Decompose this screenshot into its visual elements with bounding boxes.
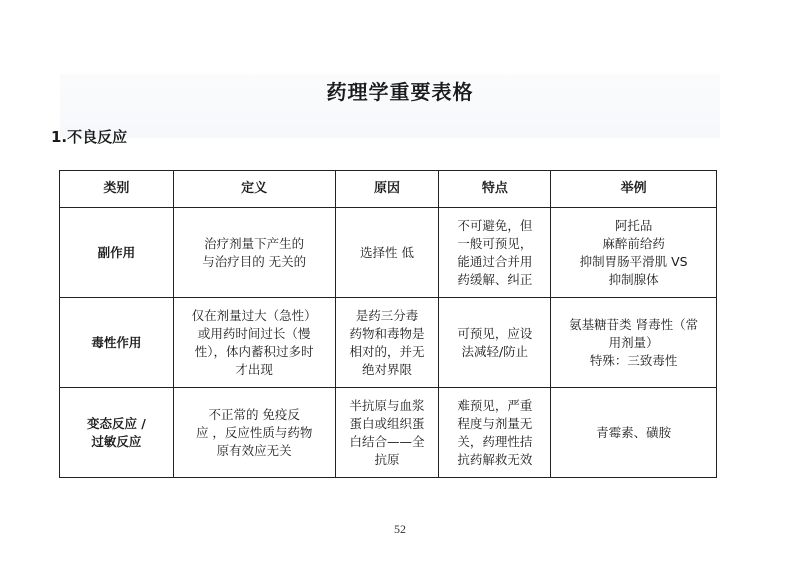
- cell-cause: [335, 208, 439, 298]
- cell-definition: [173, 298, 335, 388]
- header-definition: 定义: [173, 171, 335, 208]
- cell-example: [551, 298, 717, 388]
- table-header-row: [60, 171, 717, 208]
- cell-feature: [439, 298, 551, 388]
- cell-text-line: 抗原: [374, 451, 400, 467]
- cell-text-line: 性），体内蓄积过多时: [194, 343, 314, 359]
- cell-text-line: 一般可预见，: [457, 235, 533, 251]
- cell-text-line: 程度与剂量无: [457, 415, 533, 431]
- cell-text-line: 才出现: [235, 361, 273, 377]
- page-number: 52: [394, 522, 406, 536]
- cell-text-line: 过敏反应: [91, 433, 142, 449]
- cell-text-line: 可预见，应设: [457, 325, 533, 341]
- cell-text-line: 青霉素、磺胺: [596, 424, 672, 440]
- cell-text-line: 或用药时间过长（慢: [197, 325, 311, 341]
- cell-text-line: 原有效应无关: [216, 442, 292, 458]
- cell-text-line: 治疗剂量下产生的: [204, 235, 305, 251]
- section-heading: 1.不良反应: [51, 128, 128, 146]
- cell-text-line: 关，药理性拮: [457, 433, 533, 449]
- cell-text-line: 麻醉前给药: [602, 235, 665, 251]
- cell-feature: [439, 208, 551, 298]
- cell-text-line: 蛋白或组织蛋: [349, 415, 425, 431]
- cell-text-line: 药缓解、纠正: [457, 271, 533, 287]
- cell-text-line: 氨基糖苷类 肾毒性（常: [569, 316, 699, 332]
- cell-text-line: 变态反应 /: [86, 415, 146, 431]
- cell-text-line: 阿托品: [614, 217, 653, 233]
- cell-text-line: 副作用: [97, 244, 136, 260]
- cell-cause: [335, 298, 439, 388]
- cell-feature: [439, 388, 551, 478]
- table-row: [60, 298, 717, 388]
- cell-definition: [173, 388, 335, 478]
- cell-category: [60, 298, 174, 388]
- cell-text-line: 与治疗目的 无关的: [202, 253, 307, 269]
- cell-example: [551, 388, 717, 478]
- cell-text-line: 应 ，反应性质与药物: [195, 424, 313, 440]
- page-title: 药理学重要表格: [326, 80, 474, 104]
- cell-text-line: 抑制胃肠平滑肌 VS: [579, 253, 688, 269]
- cell-cause: [335, 388, 439, 478]
- cell-text-line: 抗药解救无效: [457, 451, 533, 467]
- cell-text-line: 药物和毒物是: [349, 325, 425, 341]
- table-row: [60, 388, 717, 478]
- header-cause: 原因: [335, 171, 439, 208]
- header-feature: 特点: [439, 171, 551, 208]
- cell-text-line: 选择性 低: [360, 244, 414, 260]
- header-example: 举例: [551, 171, 717, 208]
- cell-text-line: 仅在剂量过大（急性）: [191, 307, 317, 323]
- cell-text-line: 毒性作用: [91, 334, 142, 350]
- cell-text-line: 难预见，严重: [457, 397, 533, 413]
- header-category: 类别: [60, 171, 174, 208]
- cell-definition: [173, 208, 335, 298]
- cell-text-line: 不可避免，但: [457, 217, 533, 233]
- cell-text-line: 绝对界限: [361, 361, 412, 377]
- cell-text-line: 白结合——全: [349, 433, 425, 449]
- cell-text-line: 相对的，并无: [349, 343, 425, 359]
- cell-text-line: 能通过合并用: [457, 253, 533, 269]
- cell-example: [551, 208, 717, 298]
- cell-category: [60, 208, 174, 298]
- table-row: [60, 208, 717, 298]
- cell-text-line: 用剂量）: [608, 334, 659, 350]
- cell-text-line: 半抗原与血浆: [349, 397, 425, 413]
- adverse-reaction-table: [59, 170, 717, 478]
- cell-text-line: 抑制腺体: [608, 271, 659, 287]
- cell-category: [60, 388, 174, 478]
- cell-text-line: 是药三分毒: [355, 307, 419, 323]
- cell-text-line: 法减轻/防止: [461, 343, 529, 359]
- cell-text-line: 特殊：三致毒性: [589, 352, 678, 368]
- cell-text-line: 不正常的 免疫反: [208, 406, 300, 422]
